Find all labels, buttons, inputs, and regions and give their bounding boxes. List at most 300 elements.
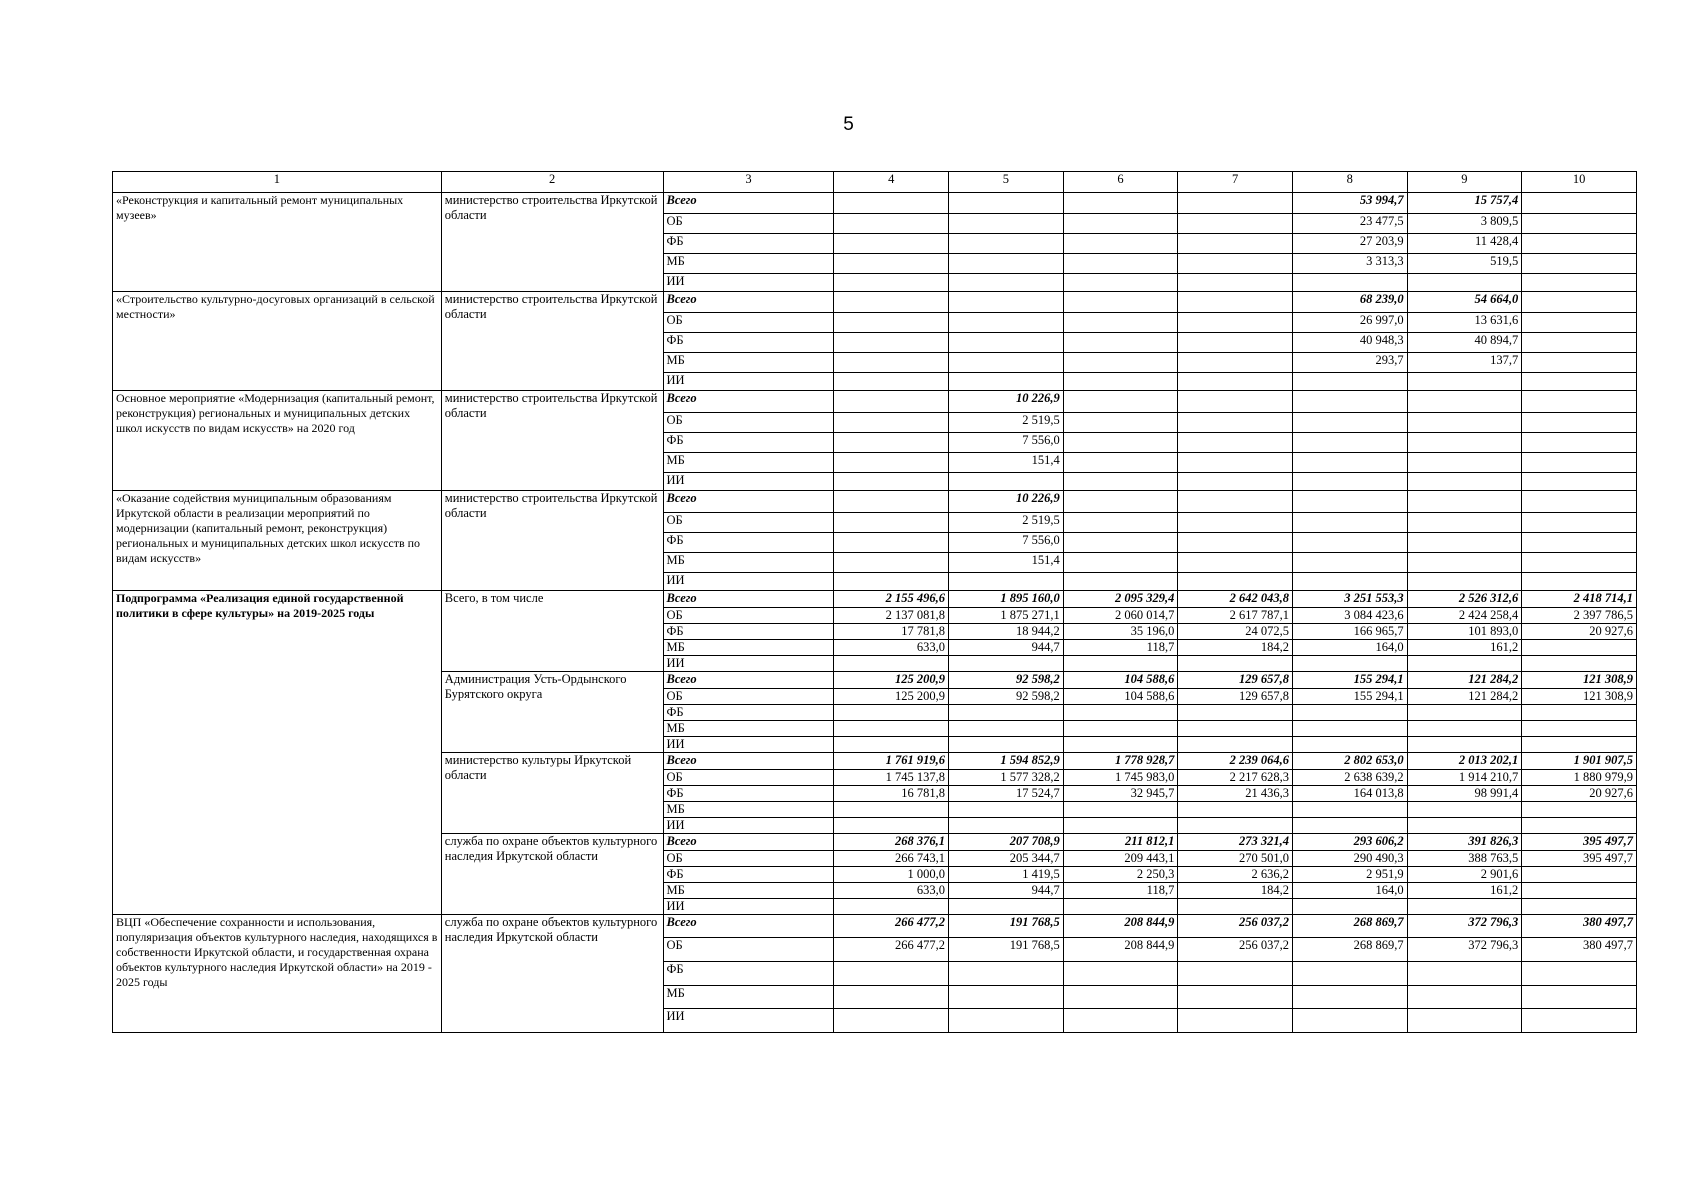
amount-cell [834, 491, 949, 513]
amount-cell [1522, 737, 1637, 753]
amount-cell: 155 294,1 [1292, 689, 1407, 705]
amount-cell [1178, 513, 1293, 533]
amount-cell [1292, 491, 1407, 513]
amount-cell [1178, 413, 1293, 433]
amount-cell [1522, 656, 1637, 672]
amount-cell: 205 344,7 [949, 851, 1064, 867]
funding-source: ФБ [663, 867, 834, 883]
amount-cell: 53 994,7 [1292, 193, 1407, 214]
responsible-executor: министерство строительства Иркутской области [441, 391, 663, 491]
column-header: 8 [1292, 172, 1407, 193]
amount-cell [949, 818, 1064, 834]
amount-cell: 191 768,5 [949, 915, 1064, 938]
amount-cell: 121 284,2 [1407, 689, 1522, 705]
amount-cell: 2 137 081,8 [834, 608, 949, 624]
amount-cell [1063, 234, 1178, 254]
amount-cell: 92 598,2 [949, 672, 1064, 689]
amount-cell: 2 617 787,1 [1178, 608, 1293, 624]
funding-source: ФБ [663, 705, 834, 721]
amount-cell [1178, 721, 1293, 737]
funding-source: ОБ [663, 214, 834, 234]
amount-cell: 35 196,0 [1063, 624, 1178, 640]
amount-cell [1522, 313, 1637, 333]
amount-cell: 151,4 [949, 453, 1064, 473]
amount-cell [834, 553, 949, 573]
amount-cell [1178, 491, 1293, 513]
amount-cell: 184,2 [1178, 883, 1293, 899]
amount-cell: 290 490,3 [1292, 851, 1407, 867]
amount-cell [1522, 1009, 1637, 1033]
amount-cell [1063, 533, 1178, 553]
amount-cell: 266 743,1 [834, 851, 949, 867]
activity-name: Подпрограмма «Реализация единой государственной политики в сфере культуры» на 2019-2025 годы [113, 591, 442, 915]
amount-cell: 380 497,7 [1522, 938, 1637, 962]
amount-cell [1178, 313, 1293, 333]
amount-cell [1292, 373, 1407, 391]
amount-cell [834, 333, 949, 353]
responsible-executor: министерство строительства Иркутской области [441, 491, 663, 591]
amount-cell: 519,5 [1407, 254, 1522, 274]
amount-cell [949, 802, 1064, 818]
funding-source: Всего [663, 491, 834, 513]
amount-cell: 121 284,2 [1407, 672, 1522, 689]
amount-cell [949, 373, 1064, 391]
amount-cell [834, 473, 949, 491]
amount-cell [1063, 353, 1178, 373]
amount-cell [949, 986, 1064, 1009]
activity-name: Основное мероприятие «Модернизация (капитальный ремонт, реконструкция) региональных и муниципальных детских школ искусств по видам искусств» на 2020 год [113, 391, 442, 491]
amount-cell [949, 473, 1064, 491]
amount-cell: 3 251 553,3 [1292, 591, 1407, 608]
amount-cell: 1 875 271,1 [949, 608, 1064, 624]
amount-cell [1063, 214, 1178, 234]
amount-cell: 27 203,9 [1292, 234, 1407, 254]
amount-cell [834, 313, 949, 333]
column-header: 3 [663, 172, 834, 193]
amount-cell [1407, 1009, 1522, 1033]
amount-cell [1522, 193, 1637, 214]
amount-cell [834, 573, 949, 591]
amount-cell [1292, 274, 1407, 292]
amount-cell [1407, 491, 1522, 513]
amount-cell [1522, 573, 1637, 591]
amount-cell: 2 424 258,4 [1407, 608, 1522, 624]
amount-cell: 1 577 328,2 [949, 770, 1064, 786]
funding-source: ФБ [663, 533, 834, 553]
funding-source: ФБ [663, 433, 834, 453]
amount-cell [1063, 473, 1178, 491]
amount-cell [1063, 962, 1178, 986]
amount-cell [1407, 553, 1522, 573]
amount-cell [1522, 391, 1637, 413]
amount-cell [1178, 274, 1293, 292]
amount-cell: 11 428,4 [1407, 234, 1522, 254]
table-row [113, 292, 1637, 313]
table-row [113, 915, 1637, 938]
amount-cell [1292, 513, 1407, 533]
amount-cell [1407, 274, 1522, 292]
amount-cell: 944,7 [949, 883, 1064, 899]
funding-source: МБ [663, 640, 834, 656]
amount-cell [1522, 473, 1637, 491]
amount-cell: 121 308,9 [1522, 689, 1637, 705]
table-row [113, 591, 1637, 608]
amount-cell [1522, 867, 1637, 883]
amount-cell: 104 588,6 [1063, 672, 1178, 689]
funding-source: Всего [663, 915, 834, 938]
amount-cell [949, 721, 1064, 737]
amount-cell: 268 869,7 [1292, 938, 1407, 962]
funding-source: ФБ [663, 333, 834, 353]
amount-cell [1063, 1009, 1178, 1033]
amount-cell: 372 796,3 [1407, 915, 1522, 938]
amount-cell [1522, 513, 1637, 533]
amount-cell [1407, 533, 1522, 553]
funding-source: ИИ [663, 818, 834, 834]
amount-cell: 372 796,3 [1407, 938, 1522, 962]
amount-cell: 118,7 [1063, 640, 1178, 656]
amount-cell [834, 1009, 949, 1033]
amount-cell [1063, 391, 1178, 413]
amount-cell [1178, 962, 1293, 986]
amount-cell: 395 497,7 [1522, 851, 1637, 867]
amount-cell: 2 638 639,2 [1292, 770, 1407, 786]
amount-cell [949, 234, 1064, 254]
amount-cell [834, 373, 949, 391]
amount-cell: 129 657,8 [1178, 672, 1293, 689]
amount-cell [1522, 705, 1637, 721]
amount-cell: 13 631,6 [1407, 313, 1522, 333]
amount-cell [1178, 986, 1293, 1009]
amount-cell: 7 556,0 [949, 433, 1064, 453]
amount-cell: 1 880 979,9 [1522, 770, 1637, 786]
funding-source: ИИ [663, 573, 834, 591]
funding-source: МБ [663, 553, 834, 573]
amount-cell [1178, 802, 1293, 818]
amount-cell [949, 573, 1064, 591]
amount-cell [1292, 737, 1407, 753]
amount-cell [1407, 373, 1522, 391]
amount-cell [1522, 640, 1637, 656]
amount-cell [834, 656, 949, 672]
amount-cell: 209 443,1 [1063, 851, 1178, 867]
amount-cell: 944,7 [949, 640, 1064, 656]
amount-cell: 380 497,7 [1522, 915, 1637, 938]
amount-cell: 2 519,5 [949, 413, 1064, 433]
amount-cell [834, 721, 949, 737]
amount-cell: 2 418 714,1 [1522, 591, 1637, 608]
activity-name: «Оказание содействия муниципальным образованиям Иркутской области в реализации мероприятий по модернизации (капитальный ремонт, реконструкция) региональных и муниципальных детских школ искусств по видам искусств» [113, 491, 442, 591]
funding-source: ОБ [663, 608, 834, 624]
amount-cell [949, 333, 1064, 353]
amount-cell [834, 292, 949, 313]
funding-source: Всего [663, 753, 834, 770]
amount-cell [1178, 573, 1293, 591]
amount-cell: 266 477,2 [834, 938, 949, 962]
amount-cell: 26 997,0 [1292, 313, 1407, 333]
amount-cell: 208 844,9 [1063, 938, 1178, 962]
amount-cell [1292, 533, 1407, 553]
amount-cell: 3 084 423,6 [1292, 608, 1407, 624]
amount-cell [949, 1009, 1064, 1033]
amount-cell: 10 226,9 [949, 391, 1064, 413]
amount-cell: 268 869,7 [1292, 915, 1407, 938]
funding-source: Всего [663, 834, 834, 851]
funding-source: МБ [663, 353, 834, 373]
amount-cell: 2 250,3 [1063, 867, 1178, 883]
funding-source: ИИ [663, 473, 834, 491]
amount-cell: 2 013 202,1 [1407, 753, 1522, 770]
column-header: 1 [113, 172, 442, 193]
funding-source: ОБ [663, 851, 834, 867]
amount-cell [1292, 721, 1407, 737]
amount-cell: 21 436,3 [1178, 786, 1293, 802]
amount-cell [1522, 234, 1637, 254]
amount-cell [1292, 1009, 1407, 1033]
amount-cell: 17 524,7 [949, 786, 1064, 802]
funding-source: ФБ [663, 624, 834, 640]
amount-cell [1292, 986, 1407, 1009]
amount-cell: 68 239,0 [1292, 292, 1407, 313]
amount-cell [1178, 899, 1293, 915]
amount-cell: 2 239 064,6 [1178, 753, 1293, 770]
responsible-executor: министерство строительства Иркутской области [441, 193, 663, 292]
responsible-executor: министерство строительства Иркутской области [441, 292, 663, 391]
amount-cell [1407, 737, 1522, 753]
amount-cell [949, 193, 1064, 214]
amount-cell [1292, 573, 1407, 591]
amount-cell [1292, 802, 1407, 818]
amount-cell: 125 200,9 [834, 672, 949, 689]
column-header: 6 [1063, 172, 1178, 193]
funding-source: ИИ [663, 274, 834, 292]
funding-source: МБ [663, 453, 834, 473]
funding-source: ОБ [663, 313, 834, 333]
amount-cell [834, 391, 949, 413]
amount-cell: 395 497,7 [1522, 834, 1637, 851]
funding-source: ИИ [663, 899, 834, 915]
activity-name: «Реконструкция и капитальный ремонт муниципальных музеев» [113, 193, 442, 292]
amount-cell [1063, 413, 1178, 433]
amount-cell [1292, 899, 1407, 915]
amount-cell: 391 826,3 [1407, 834, 1522, 851]
funding-source: ИИ [663, 373, 834, 391]
amount-cell [1407, 433, 1522, 453]
amount-cell: 2 802 653,0 [1292, 753, 1407, 770]
amount-cell [1178, 553, 1293, 573]
funding-source: Всего [663, 391, 834, 413]
funding-source: МБ [663, 802, 834, 818]
amount-cell [1063, 274, 1178, 292]
funding-source: ФБ [663, 234, 834, 254]
amount-cell [1407, 391, 1522, 413]
amount-cell [1178, 373, 1293, 391]
amount-cell [1178, 453, 1293, 473]
amount-cell [1063, 573, 1178, 591]
amount-cell [834, 433, 949, 453]
amount-cell: 208 844,9 [1063, 915, 1178, 938]
amount-cell [1407, 986, 1522, 1009]
amount-cell [1063, 333, 1178, 353]
amount-cell [1522, 553, 1637, 573]
funding-source: МБ [663, 721, 834, 737]
amount-cell [1178, 254, 1293, 274]
amount-cell: 256 037,2 [1178, 938, 1293, 962]
amount-cell [1292, 433, 1407, 453]
amount-cell [1407, 899, 1522, 915]
table-row [113, 193, 1637, 214]
amount-cell [1522, 986, 1637, 1009]
funding-source: ОБ [663, 689, 834, 705]
amount-cell [834, 533, 949, 553]
amount-cell [1522, 962, 1637, 986]
funding-source: Всего [663, 672, 834, 689]
amount-cell [1522, 453, 1637, 473]
amount-cell: 32 945,7 [1063, 786, 1178, 802]
amount-cell [834, 802, 949, 818]
amount-cell [1063, 513, 1178, 533]
amount-cell: 633,0 [834, 883, 949, 899]
activity-name: «Строительство культурно-досуговых организаций в сельской местности» [113, 292, 442, 391]
amount-cell: 10 226,9 [949, 491, 1064, 513]
page-number: 5 [843, 114, 854, 135]
amount-cell: 1 901 907,5 [1522, 753, 1637, 770]
column-header: 5 [949, 172, 1064, 193]
amount-cell: 3 313,3 [1292, 254, 1407, 274]
amount-cell [1178, 214, 1293, 234]
amount-cell [1522, 491, 1637, 513]
amount-cell [1522, 818, 1637, 834]
amount-cell [1522, 802, 1637, 818]
amount-cell: 1 895 160,0 [949, 591, 1064, 608]
funding-source: ОБ [663, 513, 834, 533]
amount-cell: 2 217 628,3 [1178, 770, 1293, 786]
amount-cell [1063, 313, 1178, 333]
amount-cell [949, 656, 1064, 672]
amount-cell [1178, 656, 1293, 672]
amount-cell: 54 664,0 [1407, 292, 1522, 313]
amount-cell [1522, 899, 1637, 915]
amount-cell [1407, 705, 1522, 721]
amount-cell [1178, 292, 1293, 313]
column-header: 10 [1522, 172, 1637, 193]
amount-cell [1407, 802, 1522, 818]
amount-cell: 151,4 [949, 553, 1064, 573]
amount-cell [1407, 818, 1522, 834]
amount-cell [834, 899, 949, 915]
amount-cell: 1 761 919,6 [834, 753, 949, 770]
amount-cell: 184,2 [1178, 640, 1293, 656]
amount-cell: 207 708,9 [949, 834, 1064, 851]
amount-cell [1292, 391, 1407, 413]
amount-cell [834, 214, 949, 234]
amount-cell [1063, 818, 1178, 834]
funding-source: ФБ [663, 962, 834, 986]
amount-cell [949, 313, 1064, 333]
amount-cell: 161,2 [1407, 883, 1522, 899]
responsible-executor: служба по охране объектов культурного наследия Иркутской области [441, 834, 663, 915]
amount-cell [1407, 453, 1522, 473]
column-header: 7 [1178, 172, 1293, 193]
amount-cell: 164 013,8 [1292, 786, 1407, 802]
amount-cell [1063, 802, 1178, 818]
amount-cell [1063, 433, 1178, 453]
amount-cell: 2 642 043,8 [1178, 591, 1293, 608]
responsible-executor: Администрация Усть-Ордынского Бурятского округа [441, 672, 663, 753]
funding-source: ФБ [663, 786, 834, 802]
amount-cell [1522, 413, 1637, 433]
amount-cell [834, 818, 949, 834]
amount-cell [949, 899, 1064, 915]
amount-cell [1522, 254, 1637, 274]
amount-cell [1178, 433, 1293, 453]
amount-cell [1522, 533, 1637, 553]
amount-cell: 18 944,2 [949, 624, 1064, 640]
amount-cell [1407, 573, 1522, 591]
amount-cell [1178, 353, 1293, 373]
amount-cell [1063, 193, 1178, 214]
amount-cell [834, 513, 949, 533]
amount-cell: 3 809,5 [1407, 214, 1522, 234]
amount-cell [1522, 292, 1637, 313]
amount-cell: 104 588,6 [1063, 689, 1178, 705]
amount-cell [1063, 292, 1178, 313]
amount-cell [1178, 1009, 1293, 1033]
table-row [113, 491, 1637, 513]
amount-cell [1522, 721, 1637, 737]
column-header: 9 [1407, 172, 1522, 193]
amount-cell: 20 927,6 [1522, 624, 1637, 640]
amount-cell [1178, 473, 1293, 491]
amount-cell: 125 200,9 [834, 689, 949, 705]
amount-cell [834, 986, 949, 1009]
amount-cell [1522, 433, 1637, 453]
amount-cell [834, 353, 949, 373]
amount-cell: 1 745 983,0 [1063, 770, 1178, 786]
funding-source: ОБ [663, 938, 834, 962]
amount-cell [1407, 656, 1522, 672]
amount-cell: 118,7 [1063, 883, 1178, 899]
amount-cell [834, 274, 949, 292]
amount-cell: 256 037,2 [1178, 915, 1293, 938]
amount-cell [1522, 373, 1637, 391]
amount-cell [1063, 453, 1178, 473]
amount-cell [949, 737, 1064, 753]
amount-cell: 2 060 014,7 [1063, 608, 1178, 624]
amount-cell [1522, 353, 1637, 373]
amount-cell [949, 705, 1064, 721]
amount-cell [1063, 254, 1178, 274]
amount-cell [1063, 373, 1178, 391]
amount-cell [1063, 737, 1178, 753]
amount-cell [1178, 705, 1293, 721]
amount-cell [1063, 656, 1178, 672]
amount-cell [1522, 214, 1637, 234]
amount-cell: 293 606,2 [1292, 834, 1407, 851]
amount-cell: 166 965,7 [1292, 624, 1407, 640]
amount-cell: 7 556,0 [949, 533, 1064, 553]
amount-cell [1292, 656, 1407, 672]
amount-cell: 17 781,8 [834, 624, 949, 640]
amount-cell: 2 519,5 [949, 513, 1064, 533]
amount-cell [949, 353, 1064, 373]
amount-cell [1407, 513, 1522, 533]
amount-cell: 1 778 928,7 [1063, 753, 1178, 770]
amount-cell [834, 413, 949, 433]
amount-cell [949, 254, 1064, 274]
funding-source: ИИ [663, 737, 834, 753]
amount-cell [1178, 193, 1293, 214]
